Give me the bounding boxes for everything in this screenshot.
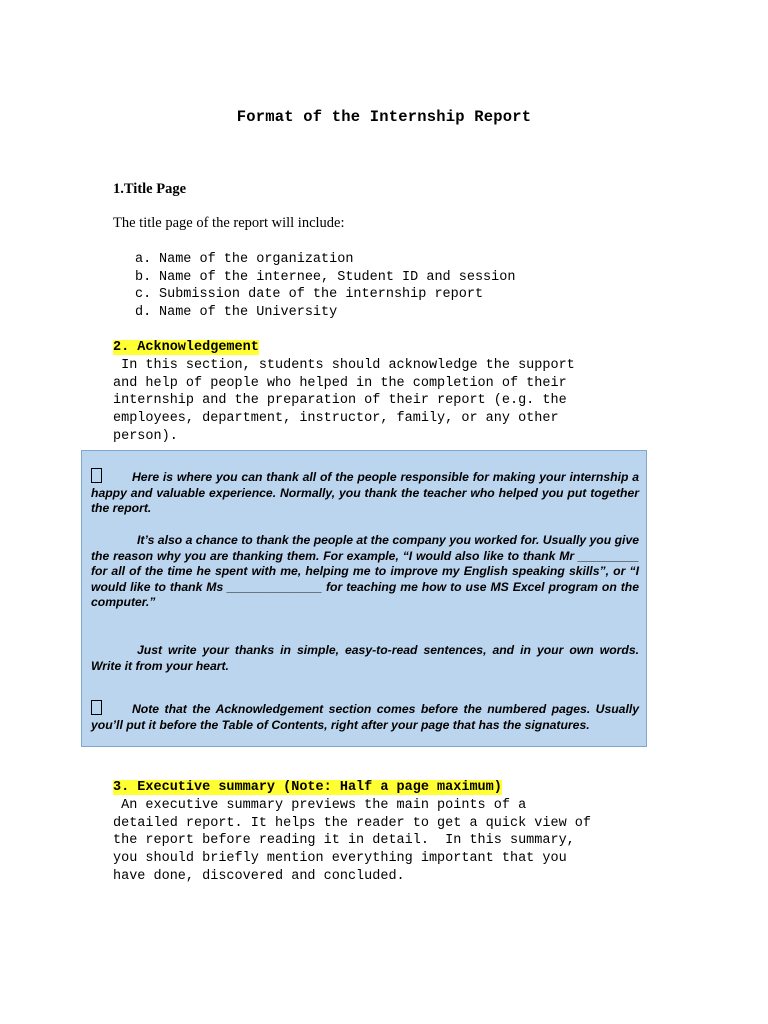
title-page-items-list: [135, 251, 515, 322]
list-marker: a.: [135, 252, 152, 267]
executive-summary-heading-highlight: 3. Executive summary (Note: Half a page maximum): [113, 780, 502, 795]
list-item-text: Name of the organization: [159, 252, 354, 267]
list-item: [135, 251, 515, 269]
section-acknowledgement-body: In this section, students should acknowledge the support and help of people who helped in the completion of their internship and the preparation of their report (e.g. the employees, department, instructor, family, or any other person).: [113, 358, 575, 444]
section-acknowledgement-heading: [113, 339, 259, 356]
tip-paragraph: [91, 468, 639, 517]
section-title-page-heading: 1.Title Page: [113, 181, 187, 197]
tip-text: Note that the Acknowledgement section comes before the numbered pages. Usually you’ll put it before the Table of Contents, right after your page that has the signatures.: [91, 702, 639, 732]
list-marker: b.: [135, 269, 152, 285]
tip-text: Just write your thanks in simple, easy-to-read sentences, and in your own words. Write it from your heart.: [91, 643, 639, 673]
section-executive-summary-body: An executive summary previews the main points of a detailed report. It helps the reader to get a quick view of the report before reading it in detail. In this summary, you should briefly mention everything important that you have done, discovered and concluded.: [113, 798, 591, 884]
checkbox-bullet-icon: [91, 700, 102, 715]
acknowledgement-tips-box: [81, 450, 647, 747]
tip-paragraph: [91, 533, 639, 611]
list-marker: d.: [135, 305, 152, 321]
tip-text: It’s also a chance to thank the people at the company you worked for. Usually you give the reason why you are thanking them. For example, “I would also like to thank Mr _________ for all of the time he spent with me, helping me to improve my English speaking skills”, or “I would like to thank Ms ______________ for teaching me how to use MS Excel program on the computer.”: [91, 533, 639, 610]
checkbox-bullet-icon: [91, 468, 102, 483]
list-marker: c.: [135, 287, 152, 303]
section-executive-summary-heading: [113, 779, 502, 796]
tip-paragraph: [91, 643, 639, 674]
acknowledgement-heading-highlight: 2. Acknowledgement: [113, 340, 259, 355]
list-item: [135, 269, 515, 287]
list-item: [135, 304, 515, 322]
section-title-page-intro: The title page of the report will include:: [113, 215, 345, 231]
list-item-text: Name of the University: [159, 305, 338, 321]
tip-text: Here is where you can thank all of the people responsible for making your internship a happy and valuable experience. Normally, you thank the teacher who helped you put together the report.: [91, 470, 639, 516]
document-title: Format of the Internship Report: [236, 108, 532, 126]
tip-paragraph: [91, 700, 639, 733]
list-item-text: Submission date of the internship report: [159, 287, 484, 303]
list-item: [135, 286, 515, 304]
list-item-text: Name of the internee, Student ID and session: [159, 269, 516, 285]
